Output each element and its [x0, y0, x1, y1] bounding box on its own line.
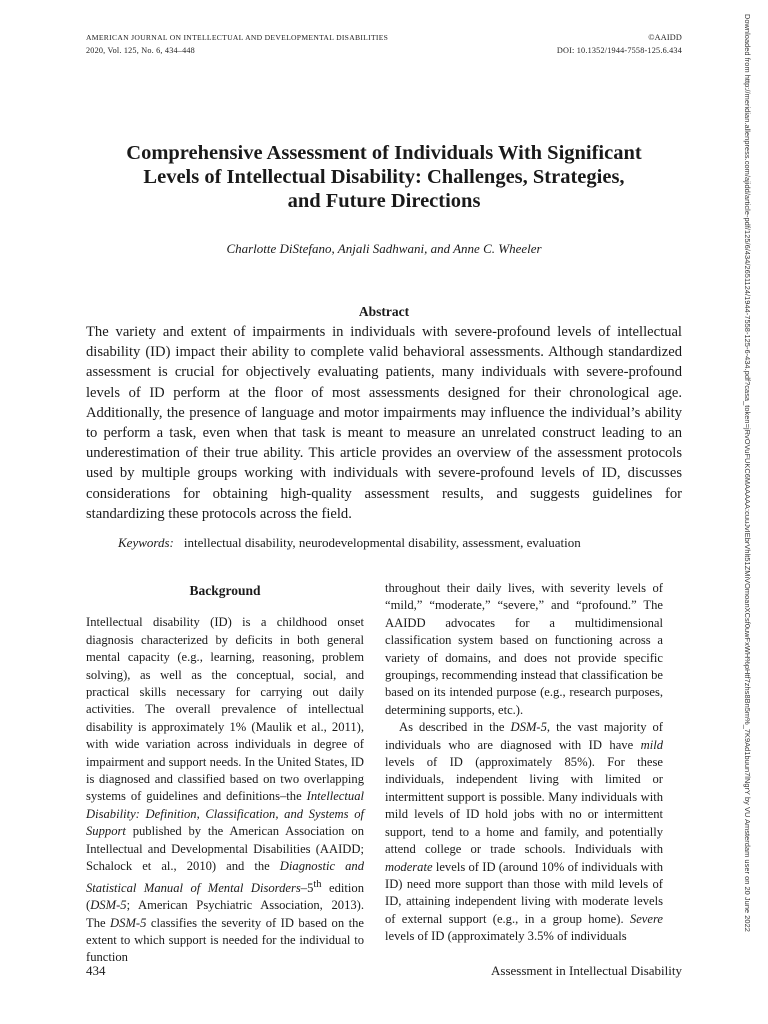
text-run: ; American Psychiatric Association, 2013). The — [86, 898, 364, 930]
keywords-list: intellectual disability, neurodevelopmental disability, assessment, evaluation — [183, 535, 581, 550]
body-column-left — [86, 580, 364, 967]
text-run: Intellectual disability (ID) is a childhood onset diagnosis characterized by deficits in both general mental capacity (e.g., learning, reasoning, problem solving), as well as the conceptual, social, and practical skills necessary for carrying out daily activities. The overall prevalence of intellectual disability is approximately 1% (Maulik et al., 2011), with wide variation across individuals in degree of impairment and support needs. In the United States, ID is diagnosed and classified based on two overlapping systems of guidelines and definitions–the — [86, 615, 364, 804]
text-run: classifies the severity of ID based on the extent to which support is needed for the individual to function — [86, 915, 364, 965]
text-run: edition ( — [86, 880, 364, 913]
running-head-right — [557, 31, 682, 57]
text-run-italic: DSM-5 — [110, 915, 147, 930]
superscript: th — [313, 878, 322, 890]
journal-citation: 2020, Vol. 125, No. 6, 434–448 — [86, 46, 195, 55]
abstract-text: The variety and extent of impairments in individuals with severe-profound levels of intellectual disability (ID) impact their ability to complete valid behavioral assessments. Although standardized assessment is crucial for objectively evaluating patients, many individuals with severe-profound levels of ID perform at the floor of most assessments designed for their chronological age. Additionally, the presence of language and motor impairments may influence the individual’s ability to perform a task, even when that task is meant to measure an unrelated construct leading to an underestimation of their true ability. This article provides an overview of the assessment protocols used by multiple groups working with individuals with severe-profound levels of ID, discusses considerations for obtaining high-quality assessment results, and suggests guidelines for standardizing these protocols across the field. — [86, 324, 682, 522]
keywords-label: Keywords: — [118, 535, 174, 550]
text-run-italic: mild — [640, 737, 663, 752]
section-heading-background: Background — [189, 583, 261, 598]
text-run-italic: DSM-5 — [510, 720, 547, 735]
keywords — [118, 535, 698, 551]
author-list: Charlotte DiStefano, Anjali Sadhwani, and Anne C. Wheeler — [226, 241, 542, 256]
text-run: , the vast majority of individuals who are diagnosed with ID have — [385, 720, 664, 752]
title-line: and Future Directions — [287, 190, 481, 212]
title-line: Comprehensive Assessment of Individuals With Significant — [126, 142, 642, 164]
publisher-copyright: ©AAIDD — [648, 33, 682, 42]
text-run: –5 — [300, 880, 314, 895]
body-paragraph: throughout their daily lives, with severity levels of “mild,” “moderate,” “severe,” and “profound.” The AAIDD advocates for a multidimensional classification system based on functioning across a variety of domains, and does not provide specific groupings, recommending instead that classification be based on its intended purpose (e.g., research purposes, determining supports, etc.). — [385, 581, 663, 717]
download-notice: Downloaded from http://meridian.allenpress.com/ajidd/article-pdf/125/6/434/2651124/1944-7558-125-6-434.pdf?casa_token=jRvOVuFUKC6MAAAAA:cuuJvIEbrVhlt51ZMiVOmoanXCsf0uwFxWH%pHtf7zhs8Bn5m%_7K9Ad1buun7lNgrY by VU Amsterdam user on 20 June 2022 — [743, 14, 752, 932]
text-run: levels of ID (approximately 3.5% of individuals — [385, 929, 627, 944]
text-run-italic: moderate — [385, 859, 433, 874]
text-run-italic: Diagnostic and Statistical Manual of Mental Disorders — [86, 859, 364, 895]
body-column-right — [385, 580, 663, 946]
running-footer-title: Assessment in Intellectual Disability — [491, 963, 682, 978]
text-run-italic: Severe — [629, 911, 663, 926]
journal-name: AMERICAN JOURNAL ON INTELLECTUAL AND DEVELOPMENTAL DISABILITIES — [86, 33, 389, 42]
page-number: 434 — [86, 963, 106, 978]
title-line: Levels of Intellectual Disability: Challenges, Strategies, — [143, 166, 625, 188]
body-paragraph — [86, 614, 364, 966]
running-head-left — [86, 31, 388, 57]
text-run: levels of ID (approximately 85%). For these individuals, independent living with limited or intermittent support is possible. Many individuals with mild levels of ID hold jobs with no or intermittent support, tend to a home and family, and potentially attend college or trade schools. Individuals with — [385, 755, 663, 857]
text-run: levels of ID (around 10% of individuals with ID) need more support than those with mild levels of ID, attaining independent living with moderate levels of external support (e.g., in a group home). — [385, 859, 663, 926]
abstract-heading: Abstract — [358, 304, 410, 319]
doi-text: DOI: 10.1352/1944-7558-125.6.434 — [556, 46, 682, 55]
text-run: As described in the — [399, 720, 511, 735]
text-run: published by the American Association on Intellectual and Developmental Disabilities (AAIDD; Schalock et al., 2010) and the — [86, 824, 364, 874]
article-title — [60, 141, 708, 213]
text-run-italic: DSM-5 — [90, 898, 127, 913]
body-paragraph — [385, 719, 663, 945]
text-run-italic: Intellectual Disability: Definition, Classification, and Systems of Support — [86, 789, 364, 839]
